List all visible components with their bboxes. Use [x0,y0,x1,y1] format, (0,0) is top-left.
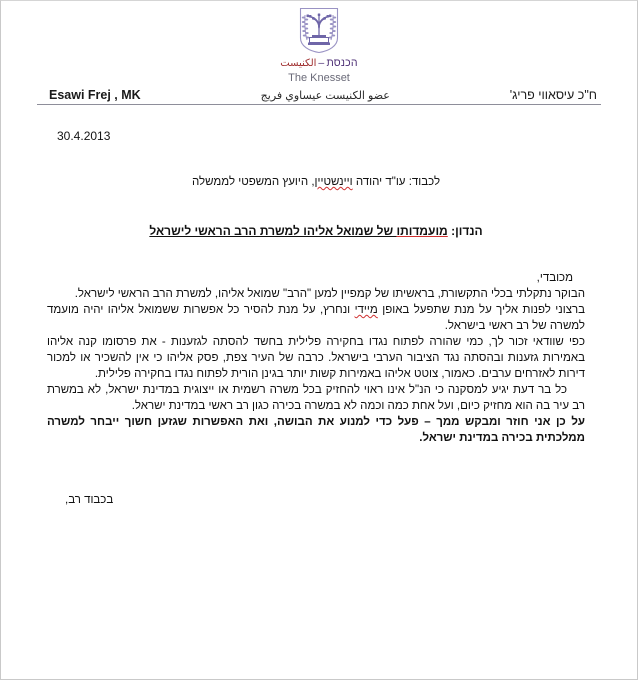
paragraph-2-part-a: ברצוני לפנות אליך על מנת שתפעל באופן [377,304,585,316]
letter-subject [47,223,585,239]
subject-text: של שמואל אליהו למשרת הרב הראשי לישראל [149,224,397,238]
member-name-hebrew: ח"כ עיסאווי פריג' [509,88,597,102]
letter-paragraph-3: כפי שוודאי זכור לך, כמי שהורה לפתוח נגדו בחקירה פלילית בחשד להסתה לגזענות - את פרסומו קנה אליהו באמירות גזענות ובהסתה נגד הציבור הערבי בישראל. כרבה של העיר צפת, פסק אליהו כי אין להשכיר או למכור דירות לאזרחים ערבים. כאמור, צוטט אליהו באמירות קשות יותר בגינן הורית לפתוח נגדו בחקירה פלילית. [47,336,585,380]
letter-closing: בכבוד רב, [65,494,114,506]
letter-paragraph-1: הבוקר נתקלתי בכלי התקשורת, בראשיתו של קמפיין למען "הרב" שמואל אליהו, למשרת הרב הראשי לישראל. [74,288,585,300]
addressee-misspelled-word: ויינשטיין [314,176,353,188]
letter-paragraph-2 [47,302,585,334]
letter-body [47,128,585,508]
addressee-prefix: לכבוד: עו"ד יהודה [352,176,441,188]
subject-misspelled-word: מועמדותו [396,224,448,238]
member-name-bar [37,88,601,105]
letter-salutation: מכובדי, [536,272,573,284]
organization-name-line [19,57,619,70]
member-name-english: Esawi Frej , MK [49,88,141,102]
organization-name-separator: – [318,57,325,69]
organization-name-hebrew: הכנסת [326,57,358,69]
paragraph-2-misspelled-word: מיידי [354,304,378,316]
paragraph-2-part-b: ונחרץ, על מנת להסיר כל אפשרות ששמואל אליהו יהיה מועמד למשרה של רב ראשי בישראל. [47,304,585,332]
letter-addressee [47,174,585,190]
israel-state-emblem-menorah-icon [299,7,339,54]
letter-date: 30.4.2013 [57,129,111,143]
letter-paragraph-5: על כן אני חוזר ומבקש ממך – פעל כדי למנוע את הבושה, ואת האפשרות שגזען חשוך ייבחר למשרה ממלכתית בכירה במדינת ישראל. [47,416,585,444]
organization-name-english: The Knesset [288,72,350,84]
letter-paragraph-4: כל בר דעת יגיע למסקנה כי הנ"ל אינו ראוי להחזיק בכל משרה רשמית או ייצוגית במדינת ישראל, לא במשרת רב עיר בה הוא מחזיק כיום, ועל אחת כמה וכמה לא במשרה בכירה כגון רב ראשי במדינת ישראל. [47,384,585,412]
addressee-suffix: , היועץ המשפטי לממשלה [191,176,315,188]
page-inner [1,1,637,679]
letterhead [19,1,619,85]
member-name-arabic: عضو الكنيست عيساوي فريج [260,90,390,102]
subject-label: הנדון: [447,224,483,238]
organization-name-arabic: الكنيست [280,58,317,69]
